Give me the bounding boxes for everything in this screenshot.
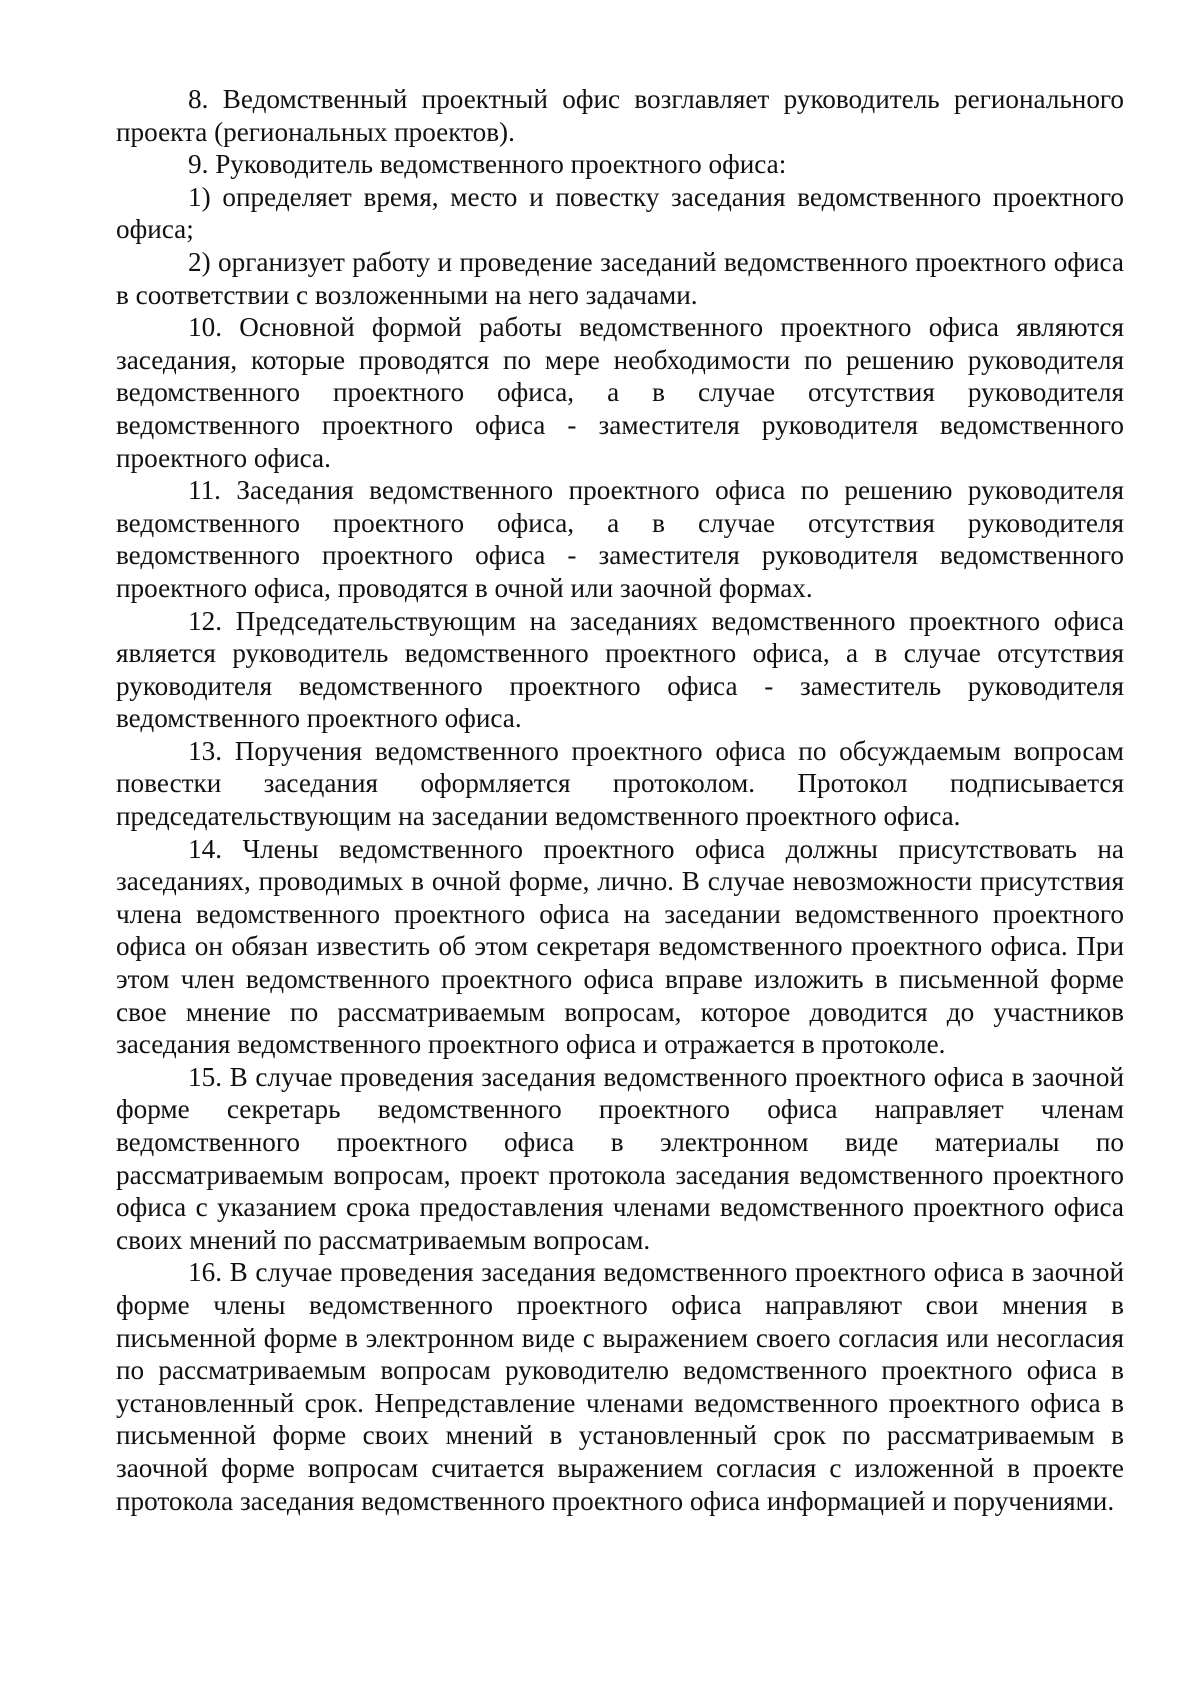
paragraph-10: 10. Основной формой работы ведомственного проектного офиса являются заседания, которые проводятся по мере необходимости по решению руководителя ведомственного проектного офиса, а в случае отсутствия руководителя ведомственного проектного офиса - заместителя руководителя ведомственного проектного офиса. — [116, 312, 1124, 473]
paragraph-13: 13. Поручения ведомственного проектного офиса по обсуждаемым вопросам повестки заседания оформляется протоколом. Протокол подписывается председательствующим на заседании ведомственного проектного офиса. — [116, 735, 1124, 832]
paragraph-16: 16. В случае проведения заседания ведомственного проектного офиса в заочной форме члены ведомственного проектного офиса направляют свои мнения в письменной форме в электронном виде с выражением своего согласия или несогласия по рассматриваемым вопросам руководителю ведомственного проектного офиса в установленный срок. Непредставление членами ведомственного проектного офиса в письменной форме своих мнений в установленный срок по рассматриваемым в заочной форме вопросам считается выражением согласия с изложенной в проекте протокола заседания ведомственного проектного офиса информацией и поручениями. — [116, 1257, 1124, 1516]
paragraph-9-item-1: 1) определяет время, место и повестку заседания ведомственного проектного офиса; — [116, 181, 1124, 245]
paragraph-15: 15. В случае проведения заседания ведомственного проектного офиса в заочной форме секретарь ведомственного проектного офиса направляет членам ведомственного проектного офиса в электронном виде материалы по рассматриваемым вопросам, проект протокола заседания ведомственного проектного офиса с указанием срока предоставления членами ведомственного проектного офиса своих мнений по рассматриваемым вопросам. — [116, 1061, 1124, 1255]
document-page — [116, 83, 1124, 1517]
paragraph-9: 9. Руководитель ведомственного проектного офиса: — [188, 149, 787, 180]
paragraph-8: 8. Ведомственный проектный офис возглавляет руководитель регионального проекта (региональных проектов). — [116, 84, 1124, 147]
paragraph-11: 11. Заседания ведомственного проектного офиса по решению руководителя ведомственного проектного офиса, а в случае отсутствия руководителя ведомственного проектного офиса - заместителя руководителя ведомственного проектного офиса, проводятся в очной или заочной формах. — [116, 475, 1124, 603]
paragraph-12: 12. Председательствующим на заседаниях ведомственного проектного офиса является руководитель ведомственного проектного офиса, а в случае отсутствия руководителя ведомственного проектного офиса - заместитель руководителя ведомственного проектного офиса. — [116, 605, 1124, 734]
paragraph-9-item-2: 2) организует работу и проведение заседаний ведомственного проектного офиса в соответствии с возложенными на него задачами. — [116, 246, 1124, 310]
paragraph-14: 14. Члены ведомственного проектного офиса должны присутствовать на заседаниях, проводимых в очной форме, лично. В случае невозможности присутствия члена ведомственного проектного офиса на заседании ведомственного проектного офиса он обязан известить об этом секретаря ведомственного проектного офиса. При этом член ведомственного проектного офиса вправе изложить в письменной форме свое мнение по рассматриваемым вопросам, которое доводится до участников заседания ведомственного проектного офиса и отражается в протоколе. — [116, 833, 1124, 1060]
